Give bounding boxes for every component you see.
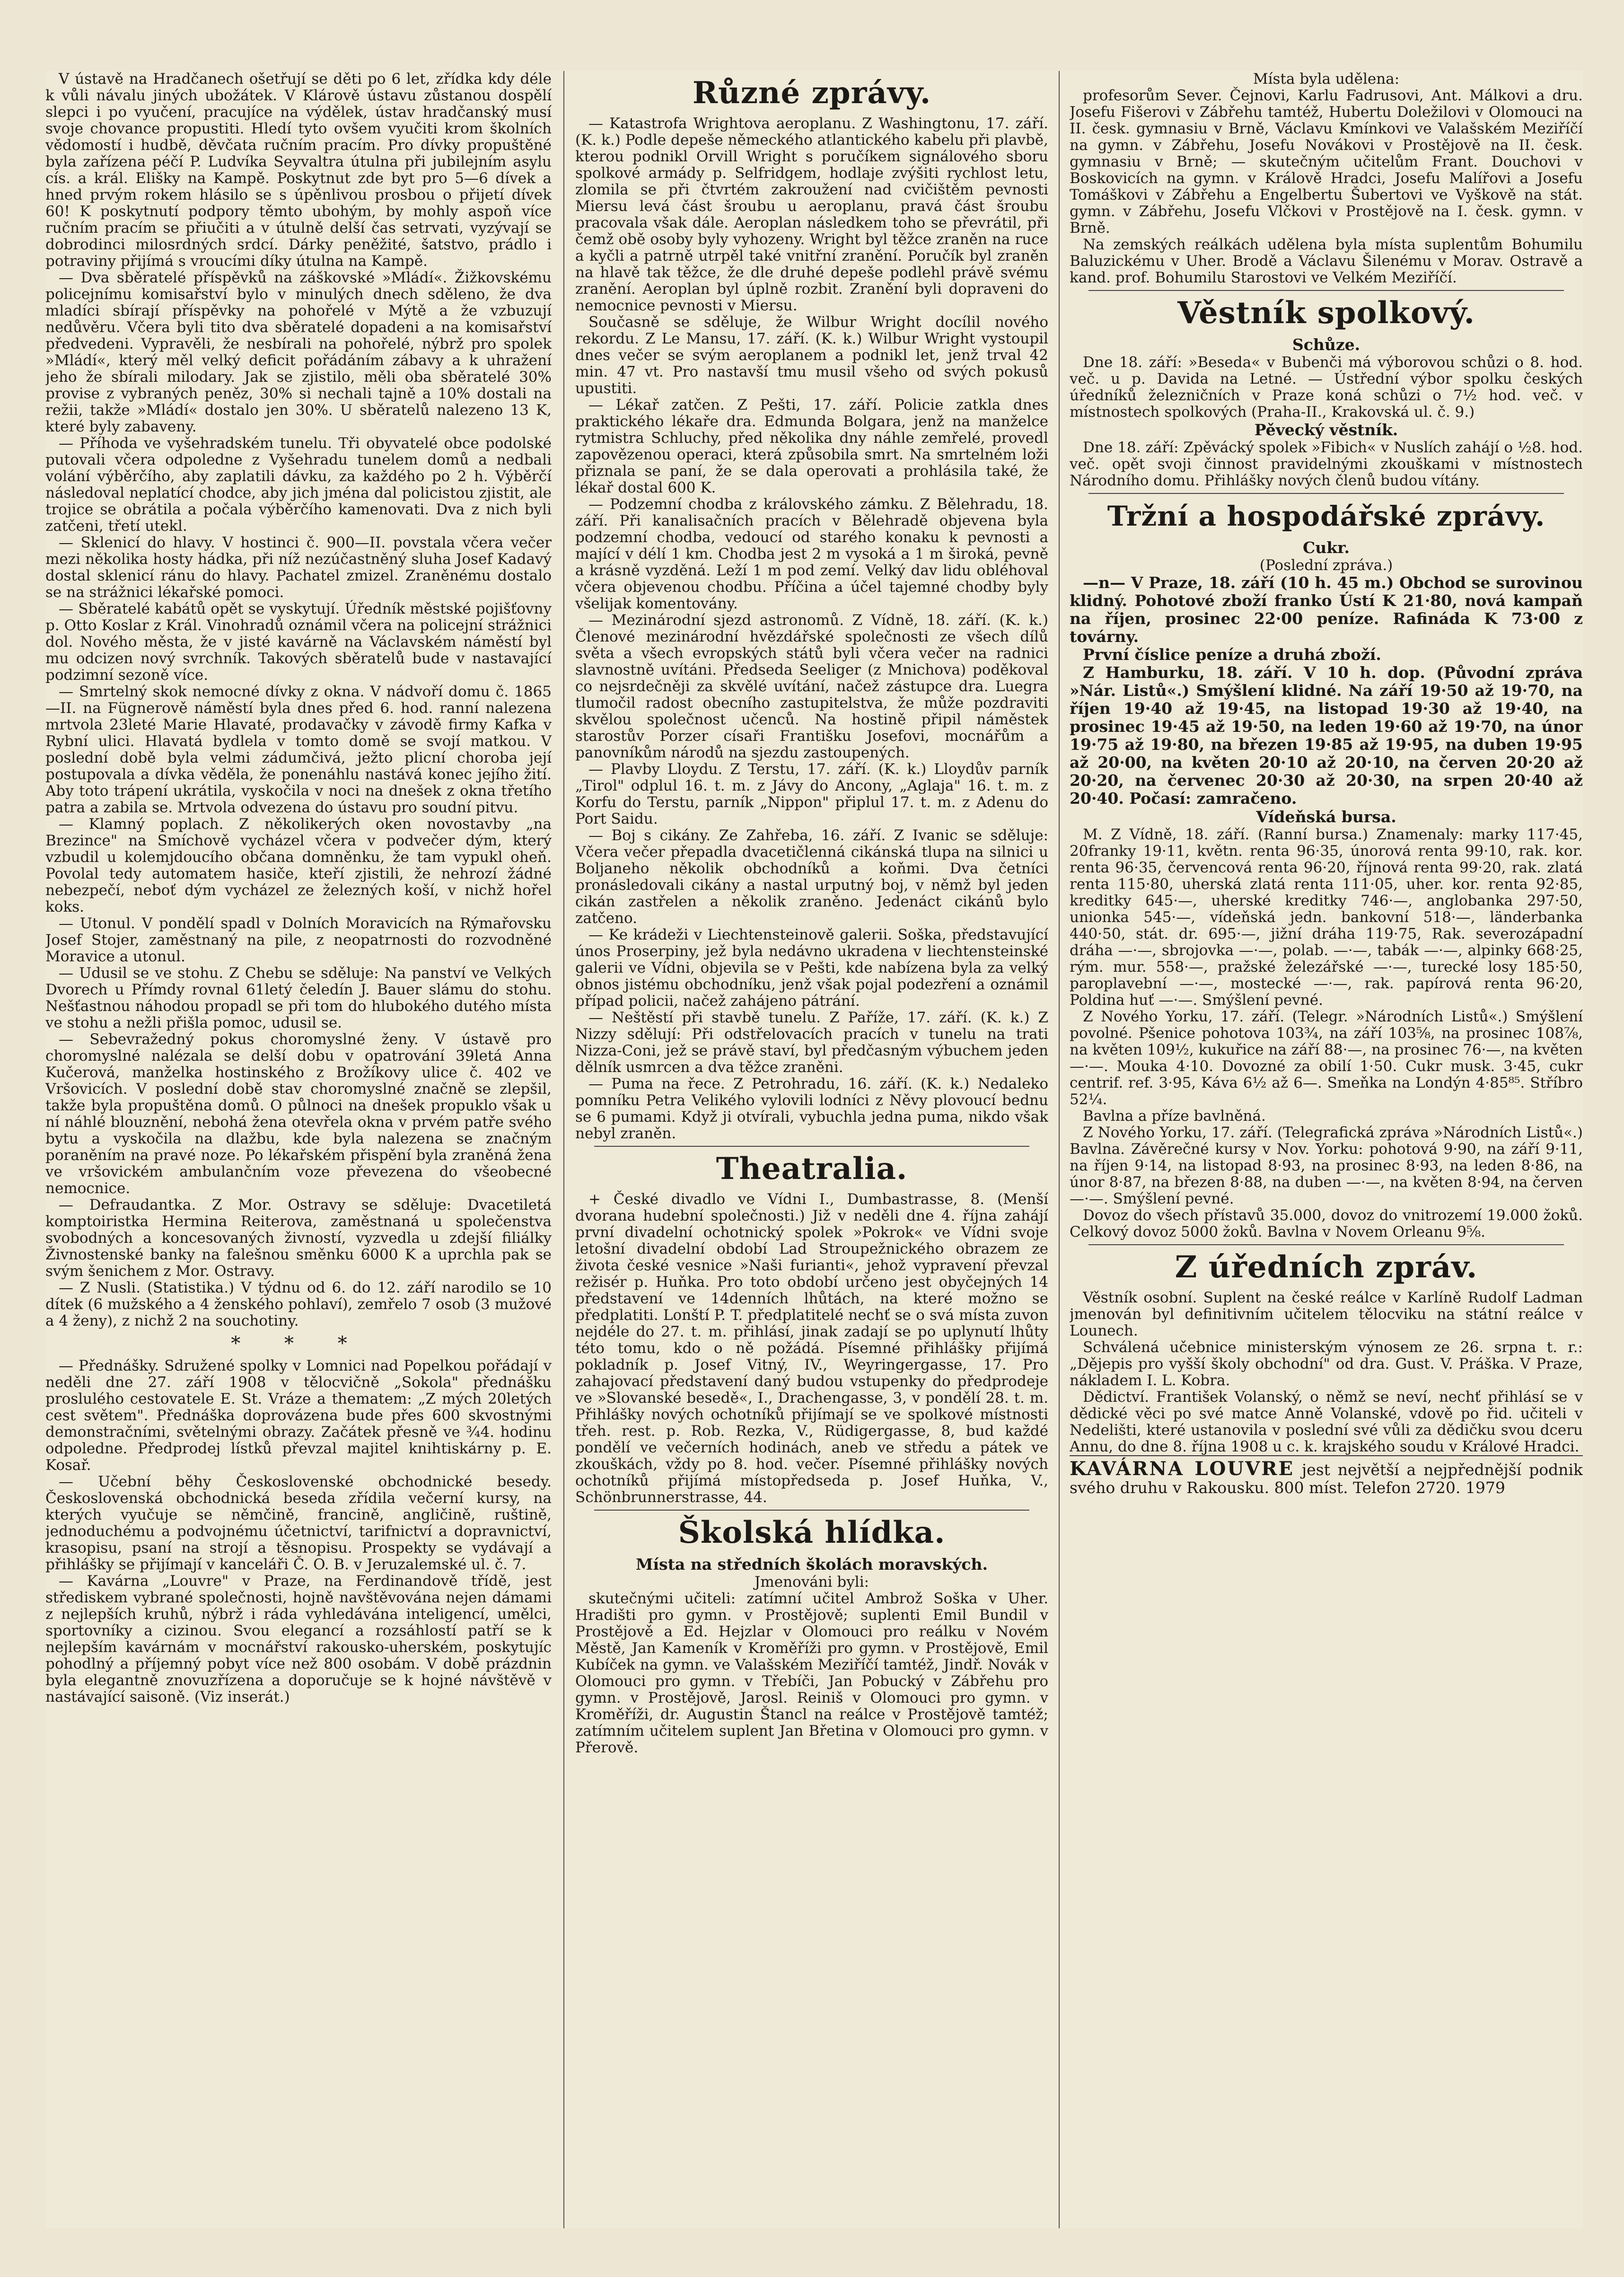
news-paragraph: — Klamný poplach. Z několikerých oken novostavby „na Brezince" na Smíchově vycházel včera v podvečer dým, který vzbudil u kolemjdoucího občana domněnku, že tam vypukl oheň. Povolal tedy automatem hasiče, kteří zjistili, že nehrozí žádné nebezpečí, neboť dým vycházel ze železných koší, v nichž hořel koks. [45,816,552,915]
section-title-vestnik-spolkovy: Věstník spolkový. [1177,295,1475,331]
meetings-subtitle: Schůze. [1292,335,1361,354]
meeting-paragraph: Dne 18. září: »Beseda« v Bubenči má výborovou schůzi o 8. hod. več. u p. Davida na Letné. — Ústřední výbor spolku českých úředníků železničních v Praze koná schůzi o 7½ hod. več. v místnostech spolkových (Praha-II., Krakovská ul. č. 9.) [1070,354,1583,421]
official-paragraph: Schválená učebnice ministerským výnosem ze 26. srpna t. r.: „Dějepis pro vyšší školy obchodní" od dra. Gust. V. Práška. V Praze, nákladem I. L. Kobra. [1070,1339,1583,1389]
news-paragraph: — Mezinárodní sjezd astronomů. Z Vídně, 18. září. (K. k.) Členové mezinárodní hvězdářské společnosti ze všech dílů světa a všech evropských států byli včera večer na radnici slavnostně uvítáni. Předseda Seeliger (z Mnichova) poděkoval co nejsrdečněji za skvělé uvítání, načež zástupce dra. Luegra tlumočil radost obecního zastupitelstva, že může pozdraviti skvělou společnost učenců. Na hostině připil náměstek starostův Porzer císaři Františku Josefovi, mocnářům a panovníkům národů na sjezdu zastoupených. [575,612,1048,761]
appointment-paragraph: profesorům Sever. Čejnovi, Karlu Fadrusovi, Ant. Málkovi a dru. Josefu Fišerovi v Zábřehu tamtéž, Hubertu Doležilovi v Olomouci na II. česk. gymnasiu v Brně, Václavu Kmínkovi ve Valašském Meziříčí na gymn. v Zábřehu, Josefu Novákovi v Prostějově na II. česk. gymnasiu v Brně; — skutečným učitelům Frant. Douchovi v Boskovicích na gymn. v Králově Hradci, Josefu Malířovi a Josefu Tomáškovi v Zábřehu a Engelbertu Šubertovi ve Vyškově na stát. gymn. v Zábřehu, Josefu Vlčkovi v Prostějově na I. česk. gymn. v Brně. [1070,87,1583,237]
bourse-paragraph: Bavlna a příze bavlněná. [1083,1108,1266,1125]
column-right [1070,71,1583,2228]
theatre-paragraph: + České divadlo ve Vídni I., Dumbastrasse, 8. (Menší dvorana hudební společnosti.) Již v neděli dne 4. října zahájí první divadelní ochotnický spolek »Pokrok« ve Vídni svoje letošní divadelní období Lad Stroupežnického obrazem ze života české vesnice »Naši furianti«, jehož vypravení převzal režisér p. Huňka. Pro toto období určeno jest obyčejných 14 představení ve 14denních lhůtách, na které možno se předplatiti. Lonští P. T. předplatitelé nechť se o svá místa zuvon nejdéle do 27. t. m. přihlásí, jinak zadají se po uplynutí lhůty této tomu, kdo o ně požádá. Písemné přihlášky přijímá pokladník p. Josef Vitný, IV., Weyringergasse, 17. Pro zahajovací představení daný budou vstupenky do předprodeje ve »Slovanské besedě«, I., Drachengasse, 3, v pondělí 28. t. m. Přihlášky nových ochotníků přijímají se ve spolkové místnosti třeh. rest. p. Rob. Rezka, V., Rüdigergasse, 8, bud každé pondělí ve večerních hodinách, aneb ve středu a pátek ve zkouškách, vždy po 8. hod. večer. Písemné přihlášky nových ochotníků přijímá místopředseda p. Josef Huňka, V., Schönbrunnerstrasse, 44. [575,1191,1048,1506]
section-title-theatralia: Theatralia. [716,1151,908,1187]
sugar-note: (Poslední zpráva.) [1259,557,1393,574]
section-divider [1089,493,1564,494]
news-paragraph: — Podzemní chodba z královského zámku. Z Bělehradu, 18. září. Při kanalisačních pracích v Bělehradě objevena byla podzemní chodba, vedoucí od starého konaku k pevnosti a mající v délí 1 km. Chodba jest 2 m vysoká a 1 m široká, pevně a krásně vyzděná. Leží 1 m pod zemí. Velký dav lidu obléhoval včera objevenou chodbu. Příčina a účel tajemné chodby byly všelijak komentovány. [575,496,1048,612]
news-paragraph: — Přednášky. Sdružené spolky v Lomnici nad Popelkou pořádají v neděli dne 27. září 1908 v tělocvičně „Sokola" přednášku proslulého cestovatele E. St. Vráze a thematem: „Z mých 20letých cest světem". Přednáška doprovázena bude přes 600 skvostnými demonstračními, světelnými obrazy. Začátek přesně ve ¾4. hodinu odpoledne. Předprodej lístků převzal majitel knihtiskárny p. E. Kosař. [45,1357,552,1474]
bourse-paragraph: Dovoz do všech přístavů 35.000, dovoz do vnitrozemí 19.000 žoků. Celkový dovoz 5000 žoků. Bavlna v Novem Orleanu 9⅝. [1070,1207,1583,1240]
sugar-paragraph: —n— V Praze, 18. září (10 h. 45 m.) Obchod se surovinou klidný. Pohotové zboží franko Ústí K 21·80, nová kampaň na říjen, prosinec 22·00 peníze. Rafináda K 73·00 z továrny. [1070,573,1583,646]
news-paragraph: — Ke krádeži v Liechtensteinově galerii. Soška, představující únos Proserpiny, jež byla nedávno ukradena v liechtensteinské galerii ve Vídni, objevila se v Pešti, kde nabízena byla za velký obnos jistému obchodníku, jenž však pojal podezření a oznámil případ policii, načež zahájeno pátrání. [575,926,1048,1010]
school-subtitle: Místa na středních školách moravských. [635,1555,988,1574]
official-news [1070,1290,1583,1455]
choir-text [1070,440,1583,489]
news-paragraph: — Sebevražedný pokus choromyslné ženy. V ústavě pro choromyslné nalézala se delší dobu v opatrování 39letá Anna Kučerová, manželka hostinského z Brožíkovy ulice č. 402 ve Vršovicích. V poslední době stav choromyslné značně se zlepšil, takže byla propuštěna domů. O půlnoci na dnešek propuklo však u ní náhlé blouznění, nebohá žena otevřela okna v prvém patře svého bytu a vyskočila na dlažbu, kde byla nalezena se značným poraněním na pravé noze. Po lékařském přispění byla zraněná žena ve vršovickém ambulančním voze převezena do všeobecné nemocnice. [45,1031,552,1197]
news-items [575,115,1048,1142]
bourse-subtitle: Vídeňská bursa. [1256,808,1396,826]
column-divider [1059,71,1060,2228]
official-paragraph: Dědictví. František Volanský, o němž se neví, nechť přihlásí se v dědické věci po své matce Anně Volanské, vdově po řid. učiteli v Nedelišti, které ustanovila v poslední své vůli za dědičku svou dceru Annu, do dne 8. října 1908 u c. k. krajského soudu v Králové Hradci. [1070,1389,1583,1455]
ad-brand: KAVÁRNA LOUVRE [1070,1458,1295,1480]
asterism-separator: * * * [231,1333,366,1354]
school-paragraph: skutečnými učiteli: zatímní učitel Ambrož Soška v Uher. Hradišti pro gymn. v Prostějově; suplenti Emil Bundil v Prostějově a Ed. Hejzlar v Olomouci pro reálku v Novém Městě, Jan Kameník v Kroměříži pro gymn. v Prostějově, Emil Kubíček na gymn. ve Valašském Meziříčí tamtéž, Jindř. Novák v Olomouci pro gymn. v Třebíči, Jan Pobucký v Zábřehu pro gymn. v Prostějově, Jarosl. Reiniš v Olomouci pro gymn. v Kroměříži, dr. Augustin Štancl na reálce v Prostějově tamtéž; zatímním učitelem suplent Jan Břetina v Olomouci pro gymn. v Přerově. [575,1590,1048,1756]
news-paragraph: — Lékař zatčen. Z Pešti, 17. září. Policie zatkla dnes praktického lékaře dra. Edmunda Bolgara, jenž na manželce rytmistra Schluchy, před několika dny náhle zemřelé, provedl zapovězenou operaci, která způsobila smrt. Na smrtelném loži přiznala se paní, že se dala operovati a prohlásila také, že lékař dostal 600 K. [575,396,1048,496]
news-paragraph: — Sklenicí do hlavy. V hostinci č. 900—II. povstala včera večer mezi několika hosty hádka, při níž nezúčastněný sluha Josef Kadavý dostal sklenicí ránu do hlavy. Pachatel zmizel. Zraněnému dostalo se na strážnici lékařské pomoci. [45,534,552,601]
bourse-paragraph: M. Z Vídně, 18. září. (Ranní bursa.) Znamenaly: marky 117·45, 20franky 19·11, květn. renta 96·35, únorová renta 99·10, rak. kor. renta 96·35, červencová renta 96·20, říjnová renta 99·20, rak. zlatá renta 115·80, uherská zlatá renta 111·05, uher. kor. renta 92·85, kreditky 645·—, uherské kreditky 746·—, anglobanka 297·50, unionka 545·—, vídeňská jedn. bankovní 518·—, länderbanka 440·50, stát. dr. 695·—, jižní dráha 119·75, Rak. severozápadní dráha —·—, sbrojovka —·—, polab. —·—, tabák —·—, alpinky 668·25, rým. mur. 558·—, pražské železářské —·—, turecké losy 185·50, paroplavební —·—, mostecké —·—, rak. papírová renta 96·20, Poldina huť —·—. Smýšlení pevné. [1070,826,1583,1009]
news-paragraph: — Smrtelný skok nemocné dívky z okna. V nádvoří domu č. 1865—II. na Fügnerově náměstí byla dnes před 6. hod. ranní nalezena mrtvola 23leté Marie Hlavaté, prodavačky v závodě firmy Kafka v Rybní ulici. Hlavatá bydlela v tomto domě se svojí matkou. V poslední době byla velmi zádumčivá, ježto plicní choroba její postupovala a dívka věděla, že ponenáhlu nastává konec jejího žití. Aby toto trápení ukrátila, vyskočila v noci na dnešek z okna třetího patra a zabila se. Mrtvola odvezena do ústavu pro soudní pitvu. [45,683,552,816]
column-divider [563,71,564,2228]
news-paragraph: — Neštěstí při stavbě tunelu. Z Paříže, 17. září. (K. k.) Z Nizzy sdělují: Při odstřelovacích pracích v tunelu na trati Nizza-Coni, jež se právě staví, byl předčasným výbuchem jeden dělník usmrcen a dva těžce zraněni. [575,1009,1048,1076]
news-paragraph: — Z Nusli. (Statistika.) V týdnu od 6. do 12. září narodilo se 10 dítek (6 mužského a 4 ženského pohlaví), zemřelo 7 osob (3 mužové a 4 ženy), z nichž 2 na souchotiny. [45,1279,552,1329]
louvre-advertisement [1070,1455,1583,1497]
news-paragraph: — Boj s cikány. Ze Zahřeba, 16. září. Z Ivanic se sděluje: Včera večer přepadla dvacetičlenná cikánská tlupa na silnici u Boljaneho několik obchodníků a koňmi. Dva četníci pronásledovali cikány a nastal urputný boj, v němž byl jeden cikán zastřelen a několik zraněno. Jedenáct cikánů bylo zatčeno. [575,827,1048,927]
news-paragraph: — Sběratelé kabátů opět se vyskytují. Úředník městské pojišťovny p. Otto Koslar z Král. Vinohradů oznámil včera na policejní strážnici dol. Nového města, že v jisté kavárně na Václavském náměstí byl mu odcizen nový svrchník. Takových sběratelů bude v nastavající podzimní sezoně více. [45,600,552,684]
ad-text: jest největší a nejpřednější podnik svého druhu v Rakousku. 800 míst. Telefon 2720. 1979 [1070,1460,1583,1497]
news-paragraph: — Plavby Lloydu. Z Terstu, 17. září. (K. k.) Lloydův parník „Tirol" odplul 16. t. m. z Jávy do Ancony, „Aglaja" 16. t. m. z Korfu do Terstu, parník „Nippon" připlul 17. t. m. z Adenu do Port Saidu. [575,761,1048,827]
section-divider [594,1146,1029,1147]
news-paragraph: — Puma na řece. Z Petrohradu, 16. září. (K. k.) Nedaleko pomníku Petra Velikého vylovili lodníci z Něvy plovoucí bednu se 6 pumami. Když ji otvírali, vybuchla jedna puma, nikdo však nebyl zraněn. [575,1075,1048,1142]
sugar-subtitle: Cukr. [1303,538,1350,557]
sugar-paragraph: První číslice peníze a druhá zboží. [1083,645,1381,664]
sugar-report [1070,574,1583,808]
section-title-skolska-hlidka: Školská hlídka. [678,1515,946,1550]
news-paragraph: Současně se sděluje, že Wilbur Wright docílil nového rekordu. Z Le Mansu, 17. září. (K. k.) Wilbur Wright vystoupil dnes večer se svým aeroplanem a podnikl let, jenž trval 42 min. 47 vt. Pro nastavší tmu musil všeho od svých pokusů upustiti. [575,314,1048,397]
news-paragraph: V ústavě na Hradčanech ošetřují se děti po 6 let, zřídka kdy déle k vůli návalu jiných ubožátek. V Klárově ústavu zůstanou dospělí slepci i po vyučení, pracujíce na výdělek, ústav hradčanský musí svoje chovance propustiti. Hledí tyto ovšem vyučiti krom školních vědomostí i hudbě, děvčata ručním pracím. Pro dívky propuštěné byla zařízena péčí P. Ludvíka Seyvaltra útulna při jubilejním asylu cís. a král. Elišky na Kampě. Poskytnut zde byt pro 5—6 dívek a hned prvým rokem hlásilo se s úpěnlivou prosbou o přijetí dívek 60! K poskytnutí podpory těmto ubohým, by mohly aspoň více ručním pracím se přiučiti a v útulně delší čas setrvati, vyzývají se dobrodinci milosrdných srdcí. Dárky peněžité, šatstvo, prádlo i potraviny přijímá s vroucími díky útulna na Kampě. [45,71,552,270]
news-paragraph: — Příhoda ve vyšehradském tunelu. Tři obyvatelé obce podolské putovali včera odpoledne z Vyšehradu tunelem domů a nedbali volání výběrčího, aby zaplatili dávku, za každého po 2 h. Výběrčí následoval neplatící chodce, aby jich jména dal policistou zjistit, ale trojice se obrátila a počala výběrčího kamenovati. Dva z nich byli zatčeni, třetí utekl. [45,435,552,535]
appointments-text [1070,88,1583,286]
section-title-trzni-zpravy: Tržní a hospodářské zprávy. [1107,500,1545,532]
news-paragraph: — Kavárna „Louvre" v Praze, na Ferdinandově třídě, jest střediskem vybrané společnosti, hojně navštěvována nejen dámami z nejlepších kruhů, nýbrž i ráda vyhledávána inteligencí, umělci, sportovníky a cizinou. Svou elegancí a rozsáhlostí patří se k nejlepším kavárnám v mocnářství rakousko-uherském, poskytujíc pohodlný a příjemný pobyt více než 800 osobám. V době prázdnin byla elegantně znovuzřízena a doporučuje se k hojné návštěvě v nastávající saisoně. (Viz inserát.) [45,1573,552,1706]
appointments-caption: Místa byla udělena: [1253,71,1400,88]
news-paragraph: — Utonul. V pondělí spadl v Dolních Moravicích na Rýmařovsku Josef Stojer, zaměstnaný na pile, z neopatrnosti do rozvodněné Moravice a utonul. [45,915,552,965]
news-paragraph: — Defraudantka. Z Mor. Ostravy se sděluje: Dvacetiletá komptoiristka Hermina Reiterova, zaměstnaná u společenstva svobodných a koncesovaných živností, vyzvedla u zdejší filiálky Živnostenské banky na falešnou směnku 6000 K a uprchla pak se svým šenichem z Mor. Ostravy. [45,1196,552,1280]
news-paragraph: — Udusil se ve stohu. Z Chebu se sděluje: Na panství ve Velkých Dvorech u Přímdy rovnal 61letý čeledín J. Bauer slámu do stohu. Nešťastnou náhodou propadl se při tom do hlubokého dutého místa ve stohu a nežli přišla pomoc, udusil se. [45,965,552,1031]
bourse-paragraph: Z Nového Yorku, 17. září. (Telegrafická zpráva »Národních Listů«.) Bavlna. Závěrečné kursy v Nov. Yorku: pohotová 9·90, na září 9·11, na říjen 9·14, na listopad 8·93, na prosinec 8·93, na leden 8·86, na únor 8·87, na březen 8·88, na duben —·—, na květen 8·94, na červen —·—. Smýšlení pevné. [1070,1124,1583,1207]
bourse-paragraph: Z Nového Yorku, 17. září. (Telegr. »Národních Listů«.) Smýšlení povolné. Pšenice pohotova 103¾, na září 103⅝, na prosinec 108⅞, na květen 109½, kukuřice na září 88·—, na prosinec 76·—, na květen —·—. Mouka 4·10. Dovozné za obilí 1·50. Cukr musk. 3·45, cukr centrif. ref. 3·95, Káva 6½ až 6—. Smeňka na Londýn 4·85⁸⁵. Stříbro 52¼. [1070,1008,1583,1108]
school-items [575,1591,1048,1756]
column-left [45,71,552,2228]
bourse-report [1070,826,1583,1240]
theatre-items [575,1191,1048,1506]
news-paragraph: — Katastrofa Wrightova aeroplanu. Z Washingtonu, 17. září. (K. k.) Podle depeše německého atlantického kabelu při plavbě, kterou podnikl Orvill Wright s poručíkem signálového sboru spolkové armády p. Selfridgem, hodlaje zvýšiti rychlost letu, zlomila se při čtvrtém zakroužení nad cvičištěm pevnosti Miersu levá část šroubu u aeroplanu, pravá část šroubu pracovala však dále. Aeroplan následkem toho se převrátil, při čemž obě osoby byly vyhozeny. Wright byl těžce zraněn na ruce a kyčli a patrně utrpěl také vnitřní zranění. Poručík byl zraněn na hlavě tak těžce, že dle druhé depeše podlehl právě svému zranění. Aeroplan byl úplně rozbit. Zranění byli dopraveni do nemocnice pevnosti v Miersu. [575,115,1048,314]
meetings-text [1070,354,1583,421]
sugar-paragraph: Z Hamburku, 18. září. V 10 h. dop. (Původní zpráva »Nár. Listů«.) Smýšlení klidné. Na září 19·50 až 19·70, na říjen 19·40 až 19·45, na listopad 19·30 až 19·40, na prosinec 19·45 až 19·50, na leden 19·60 až 19·70, na únor 19·75 až 19·80, na březen 19·85 až 19·95, na duben 19·95 až 20·00, na květen 20·10 až 20·10, na červen 20·20 až 20·20, na červenec 20·30 až 20·30, na srpen 20·40 až 20·40. Počasí: zamračeno. [1070,663,1583,808]
section-divider [1089,1244,1564,1245]
appointment-paragraph: Na zemských reálkách udělena byla místa suplentům Bohumilu Baluzickému v Uher. Brodě a Václavu Šilenému v Morav. Ostravě a kand. prof. Bohumilu Starostovi ve Velkém Meziříčí. [1070,236,1583,286]
section-title-ruzne-zpravy: Různé zprávy. [692,75,931,111]
newspaper-page [45,71,1583,2228]
column-middle [575,71,1048,2228]
section-divider [594,1510,1029,1511]
school-intro: Jmenováni byli: [754,1574,869,1591]
choir-subtitle: Pěvecký věstník. [1254,421,1398,439]
section-title-z-urednich-zprav: Z úředních zpráv. [1175,1249,1478,1285]
official-paragraph: Věstník osobní. Suplent na české reálce v Karlíně Rudolf Ladman jmenován byl definitivním učitelem tělocviku na státní reálce v Lounech. [1070,1289,1583,1339]
news-paragraph: — Dva sběratelé příspěvků na záškovské »Mládí«. Žižkovskému policejnímu komisařství bylo v minulých dnech sděleno, že dva mladíci sbírají příspěvky na pohořelé v Mýtě a že vzbuzují nedůvěru. Včera byli tito dva sběratelé dopadeni a na komisařství předvedeni. Vypravěli, že nesbírali na pohořelé, nýbrž pro spolek »Mládí«, který měl velký deficit pořádáním zábavy a k uhražení jeho že sbírali milodary. Jak se zjistilo, měli oba sběratelé 30% provise z vybraných peněz, 30% si nechali tajně a 10% dostali na režii, takže »Mládí« dostalo jen 30%. U sběratelů nalezeno 13 K, které byly zabaveny. [45,269,552,435]
section-divider [1089,290,1564,291]
choir-paragraph: Dne 18. září: Zpěvácký spolek »Fibich« v Nuslích zahájí o ½8. hod. več. opět svoji činnost pravidelnými zkouškami v místnostech Národního domu. Přihlášky nových členů budou vítány. [1070,439,1583,489]
news-paragraph: — Učební běhy Československé obchodnické besedy. Československá obchodnická beseda zřídila večerní kursy, na kterých vyučuje se němčině, francině, angličině, ruštině, jednoduchému a podvojnému účetnictví, tarifnictví a dopravnictví, krasopisu, psaní na strojí a těsnopisu. Prospekty se vydávají a přihlášky se přijímají v kanceláři Č. O. B. v Jeruzalemské ul. č. 7. [45,1473,552,1573]
